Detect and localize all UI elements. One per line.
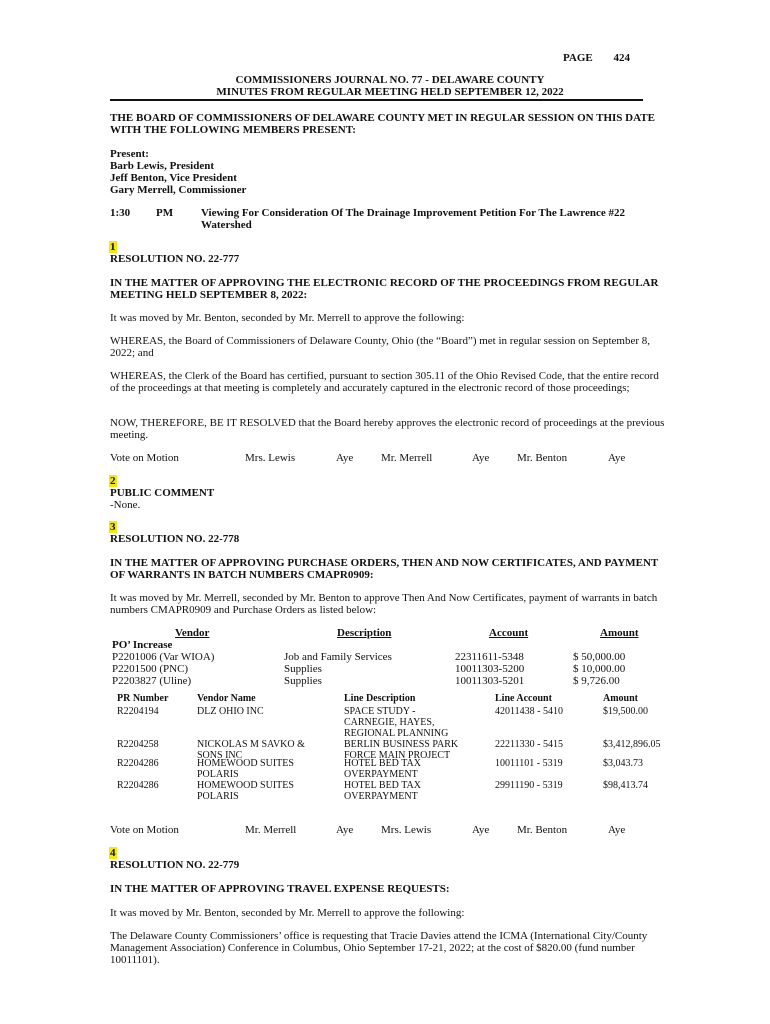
pr-description: OVERPAYMENT (344, 791, 418, 802)
item-1-highlight: 1 (110, 241, 116, 253)
item-4-moved: It was moved by Mr. Benton, seconded by Mr. Merrell to approve the following: (110, 907, 465, 919)
public-comment-title: PUBLIC COMMENT (110, 487, 215, 499)
table-row (0, 758, 770, 780)
po-number: P2201006 (Var WIOA) (112, 651, 215, 663)
pr-number: R2204194 (117, 706, 159, 717)
item-1-vote (0, 452, 770, 464)
item-3-moved: It was moved by Mr. Merrell, seconded by Mr. Benton to approve Then And Now Certificates, payment of warrants in batch numbers CMAPR0909 and Purchase Orders as listed below: (110, 592, 658, 616)
po-account: 10011303-5200 (455, 663, 525, 675)
meeting-title: MINUTES FROM REGULAR MEETING HELD SEPTEMBER 12, 2022 (216, 86, 564, 98)
table-row (0, 780, 770, 802)
vote-result-2: Aye (472, 452, 490, 464)
pr-amount: $98,413.74 (603, 780, 648, 791)
pr-vendor: SONS INC (197, 750, 243, 761)
item-1-number (109, 241, 117, 253)
po-number: P2203827 (Uline) (112, 675, 192, 687)
po-amount: $ 9,726.00 (573, 675, 620, 687)
vote-member-2: Mr. Merrell (381, 452, 433, 464)
item-1-matter: IN THE MATTER OF APPROVING THE ELECTRONIC RECORD OF THE PROCEEDINGS FROM REGULAR MEETING HELD SEPTEMBER 8, 2022: (110, 277, 659, 301)
public-comment-text: -None. (110, 499, 141, 511)
pr-description: HOTEL BED TAX (344, 758, 421, 769)
po-header-account: Account (489, 627, 529, 639)
item-4-matter: IN THE MATTER OF APPROVING TRAVEL EXPENSE REQUESTS: (110, 883, 450, 895)
pr-header-row (0, 693, 770, 705)
vote-result-2: Aye (472, 824, 490, 836)
pr-number: R2204286 (117, 758, 159, 769)
pr-vendor: NICKOLAS M SAVKO & (197, 739, 305, 750)
resolution-22-778: RESOLUTION NO. 22-778 (110, 533, 240, 545)
po-header-vendor: Vendor (175, 627, 210, 639)
member-3: Gary Merrell, Commissioner (110, 184, 247, 196)
table-row (0, 663, 770, 675)
pr-description: SPACE STUDY - (344, 706, 416, 717)
pr-description: FORCE MAIN PROJECT (344, 750, 451, 761)
po-amount: $ 50,000.00 (573, 651, 626, 663)
vote-member-1: Mrs. Lewis (245, 452, 296, 464)
pr-number: R2204258 (117, 739, 159, 750)
journal-title: COMMISSIONERS JOURNAL NO. 77 - DELAWARE COUNTY (235, 74, 545, 86)
vote-label: Vote on Motion (110, 824, 179, 836)
pr-number: R2204286 (117, 780, 159, 791)
schedule-time: 1:30 (110, 207, 131, 219)
pr-vendor: HOMEWOOD SUITES (197, 780, 294, 791)
vote-result-3: Aye (608, 824, 626, 836)
pr-header-description: Line Description (344, 693, 416, 704)
po-description: Supplies (284, 663, 322, 675)
vote-member-3: Mr. Benton (517, 824, 568, 836)
pr-account: 42011438 - 5410 (495, 706, 563, 717)
po-account: 10011303-5201 (455, 675, 525, 687)
item-1-moved: It was moved by Mr. Benton, seconded by Mr. Merrell to approve the following: (110, 312, 465, 324)
po-header-description: Description (337, 627, 392, 639)
item-4-number (109, 847, 117, 859)
vote-result-1: Aye (336, 824, 354, 836)
po-amount: $ 10,000.00 (573, 663, 626, 675)
vote-result-3: Aye (608, 452, 626, 464)
vote-member-1: Mr. Merrell (245, 824, 297, 836)
pr-vendor: HOMEWOOD SUITES (197, 758, 294, 769)
pr-account: 10011101 - 5319 (495, 758, 563, 769)
table-row (0, 651, 770, 663)
pr-description: CARNEGIE, HAYES, (344, 717, 435, 728)
po-description: Supplies (284, 675, 322, 687)
po-header-amount: Amount (600, 627, 639, 639)
pr-vendor: POLARIS (197, 769, 239, 780)
pr-header-vendor: Vendor Name (197, 693, 256, 704)
resolution-22-779: RESOLUTION NO. 22-779 (110, 859, 240, 871)
pr-amount: $3,412,896.05 (603, 739, 661, 750)
table-row (0, 675, 770, 687)
po-increase-label: PO’ Increase (112, 639, 173, 651)
member-1: Barb Lewis, President (110, 160, 214, 172)
item-2-highlight: 2 (110, 475, 116, 487)
pr-account: 22211330 - 5415 (495, 739, 563, 750)
item-1-resolved: NOW, THEREFORE, BE IT RESOLVED that the Board hereby approves the electronic record of proceedings at the previous meeting. (110, 417, 665, 441)
table-row (0, 706, 770, 740)
vote-member-2: Mrs. Lewis (381, 824, 432, 836)
po-account: 22311611-5348 (455, 651, 524, 663)
present-block (110, 148, 670, 196)
present-label: Present: (110, 148, 149, 160)
pr-account: 29911190 - 5319 (495, 780, 563, 791)
member-2: Jeff Benton, Vice President (110, 172, 237, 184)
header-rule (110, 99, 643, 101)
po-description: Job and Family Services (284, 651, 392, 663)
item-2-number (109, 475, 117, 487)
pr-amount: $3,043.73 (603, 758, 643, 769)
intro-text: THE BOARD OF COMMISSIONERS OF DELAWARE COUNTY MET IN REGULAR SESSION ON THIS DATE WITH THE FOLLOWING MEMBERS PRESENT: (110, 112, 655, 136)
vote-member-3: Mr. Benton (517, 452, 568, 464)
item-3-vote (0, 824, 770, 836)
pr-header-amount: Amount (603, 693, 639, 704)
resolution-22-777: RESOLUTION NO. 22-777 (110, 253, 240, 265)
page-number-value: 424 (613, 52, 630, 64)
item-4-text: The Delaware County Commissioners’ office is requesting that Tracie Davies attend the ICMA (International City/County Management Association) Conference in Columbus, Ohio September 17-21, 2022; at the cost of $820.00 (fund number 10011101). (110, 930, 648, 966)
item-4-highlight: 4 (110, 847, 116, 859)
pr-description: BERLIN BUSINESS PARK (344, 739, 459, 750)
pr-amount: $19,500.00 (603, 706, 648, 717)
vote-result-1: Aye (336, 452, 354, 464)
schedule-text: Viewing For Consideration Of The Drainage Improvement Petition For The Lawrence #22 Watershed (201, 207, 625, 231)
page-label: PAGE (563, 52, 593, 64)
pr-description: REGIONAL PLANNING (344, 728, 449, 739)
pr-vendor: POLARIS (197, 791, 239, 802)
pr-header-number: PR Number (117, 693, 169, 704)
item-3-number (109, 521, 117, 533)
page-number (563, 52, 630, 64)
pr-description: OVERPAYMENT (344, 769, 418, 780)
schedule-ampm: PM (156, 207, 174, 219)
vote-label: Vote on Motion (110, 452, 179, 464)
item-1-whereas-1: WHEREAS, the Board of Commissioners of Delaware County, Ohio (the “Board”) met in regular session on September 8, 2022; and (110, 335, 651, 359)
po-number: P2201500 (PNC) (112, 663, 189, 675)
pr-header-account: Line Account (495, 693, 552, 704)
pr-description: HOTEL BED TAX (344, 780, 421, 791)
item-3-highlight: 3 (110, 521, 116, 533)
pr-vendor: DLZ OHIO INC (197, 706, 264, 717)
item-1-whereas-2: WHEREAS, the Clerk of the Board has certified, pursuant to section 305.11 of the Ohio Revised Code, that the entire record of the proceedings at that meeting is completely and accurately captured in the electronic record of those proceedings; (110, 370, 659, 394)
item-3-matter: IN THE MATTER OF APPROVING PURCHASE ORDERS, THEN AND NOW CERTIFICATES, AND PAYMENT OF WARRANTS IN BATCH NUMBERS CMAPR0909: (110, 557, 659, 581)
